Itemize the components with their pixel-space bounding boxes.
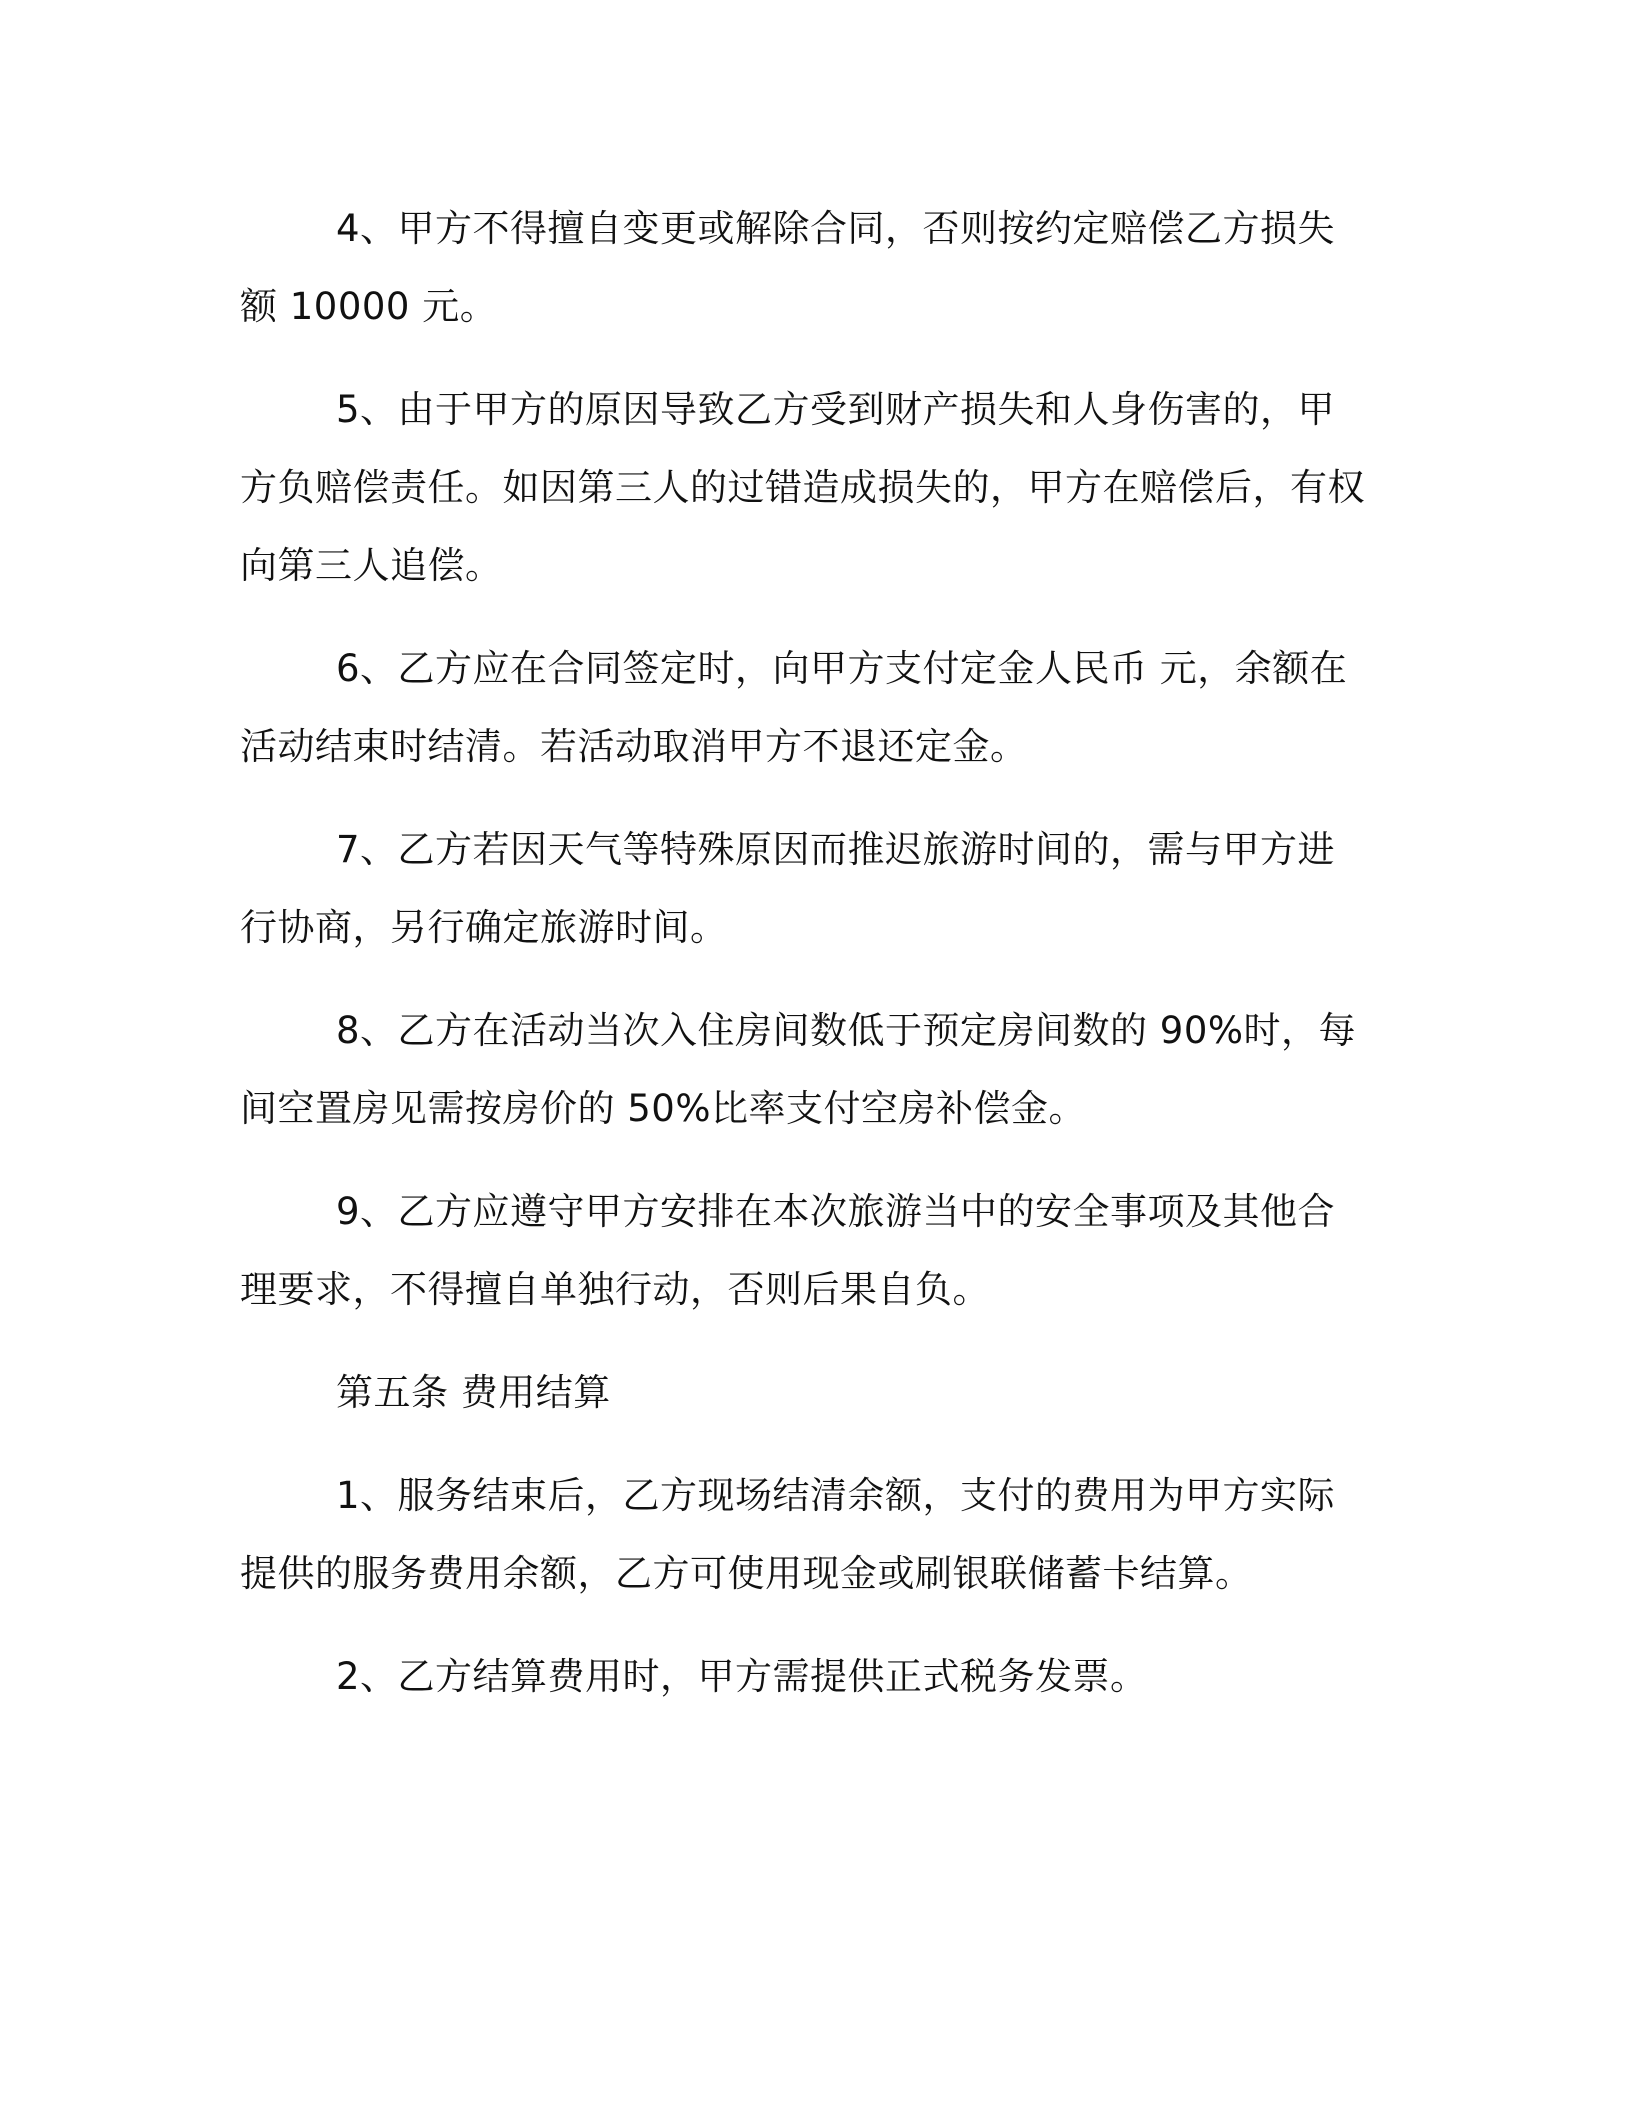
clause-6: 6、乙方应在合同签定时，向甲方支付定金人民币 元，余额在活动结束时结清。若活动取消甲方不退还定金。 <box>240 647 1348 768</box>
section-heading: 第五条 费用结算 <box>336 1371 611 1414</box>
clause-7: 7、乙方若因天气等特殊原因而推迟旅游时间的，需与甲方进行协商，另行确定旅游时间。 <box>240 828 1336 949</box>
clause-9: 9、乙方应遵守甲方安排在本次旅游当中的安全事项及其他合理要求，不得擅自单独行动，否则后果自负。 <box>240 1190 1336 1311</box>
settlement-clause-1: 1、服务结束后，乙方现场结清余额，支付的费用为甲方实际提供的服务费用余额，乙方可使用现金或刷银联储蓄卡结算。 <box>240 1474 1336 1595</box>
clause-5: 5、由于甲方的原因导致乙方受到财产损失和人身伤害的，甲方负赔偿责任。如因第三人的过错造成损失的，甲方在赔偿后，有权向第三人追偿。 <box>240 388 1365 587</box>
clause-8: 8、乙方在活动当次入住房间数低于预定房间数的 90%时，每间空置房见需按房价的 50%比率支付空房补偿金。 <box>240 1009 1357 1130</box>
settlement-clause-2: 2、乙方结算费用时，甲方需提供正式税务发票。 <box>336 1655 1148 1698</box>
clause-4: 4、甲方不得擅自变更或解除合同，否则按约定赔偿乙方损失额 10000 元。 <box>240 207 1336 328</box>
document-body <box>240 190 1370 1741</box>
